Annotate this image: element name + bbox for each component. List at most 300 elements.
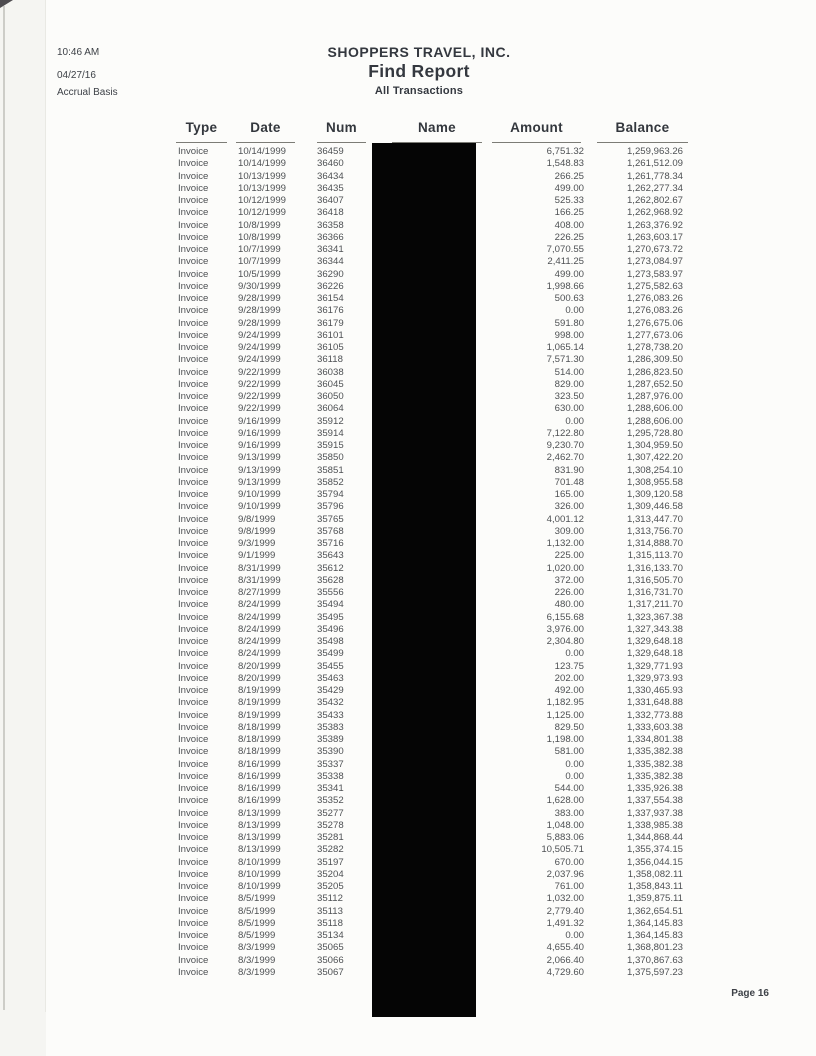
cell-type: Invoice [178, 146, 209, 157]
cell-amount: 2,304.80 [546, 636, 584, 647]
table-header-row [0, 120, 816, 144]
cell-amount: 0.00 [565, 415, 584, 427]
cell-num: 35914 [317, 427, 344, 439]
cell-num: 35796 [317, 501, 344, 513]
cell-balance: 1,362,654.51 [626, 905, 683, 917]
cell-type: Invoice [178, 244, 209, 255]
cell-balance: 1,335,926.38 [626, 783, 683, 794]
cell-amount: 0.00 [565, 758, 584, 770]
cell-date: 9/8/1999 [238, 525, 276, 537]
cell-amount: 492.00 [554, 685, 584, 696]
cell-num: 35389 [317, 734, 344, 745]
cell-amount: 1,198.00 [546, 734, 584, 745]
cell-date: 9/8/1999 [238, 513, 276, 525]
cell-date: 8/24/1999 [238, 623, 281, 635]
cell-amount: 266.25 [554, 170, 584, 182]
cell-type: Invoice [178, 170, 209, 182]
cell-balance: 1,287,652.50 [626, 378, 683, 390]
cell-num: 35338 [317, 770, 344, 782]
cell-type: Invoice [178, 366, 209, 378]
column-header-amount: Amount [492, 120, 581, 143]
cell-balance: 1,276,675.06 [626, 317, 683, 329]
cell-date: 8/20/1999 [238, 672, 281, 684]
cell-num: 36154 [317, 293, 344, 304]
cell-num: 36045 [317, 378, 344, 390]
cell-num: 36226 [317, 280, 344, 292]
cell-date: 8/19/1999 [238, 697, 281, 709]
cell-num: 36366 [317, 231, 344, 243]
cell-date: 8/16/1999 [238, 783, 281, 794]
cell-num: 35278 [317, 819, 344, 831]
cell-amount: 499.00 [554, 182, 584, 194]
cell-balance: 1,323,367.38 [626, 611, 683, 623]
cell-amount: 0.00 [565, 770, 584, 782]
cell-num: 35498 [317, 636, 344, 647]
cell-num: 35432 [317, 697, 344, 709]
cell-date: 9/13/1999 [238, 476, 281, 488]
cell-amount: 829.00 [554, 378, 584, 390]
cell-num: 35065 [317, 942, 344, 954]
cell-date: 8/13/1999 [238, 844, 281, 856]
cell-date: 8/18/1999 [238, 721, 281, 733]
cell-amount: 701.48 [554, 476, 584, 488]
cell-date: 9/28/1999 [238, 293, 281, 304]
cell-balance: 1,335,382.38 [626, 746, 683, 758]
cell-amount: 829.50 [554, 721, 584, 733]
cell-date: 8/3/1999 [238, 942, 276, 954]
cell-type: Invoice [178, 280, 209, 292]
cell-amount: 1,065.14 [546, 342, 584, 353]
cell-amount: 1,491.32 [546, 917, 584, 929]
cell-date: 9/22/1999 [238, 366, 281, 378]
cell-type: Invoice [178, 746, 209, 758]
cell-balance: 1,375,597.23 [626, 966, 683, 978]
cell-balance: 1,308,955.58 [626, 476, 683, 488]
cell-num: 35850 [317, 452, 344, 464]
cell-type: Invoice [178, 182, 209, 194]
cell-balance: 1,337,937.38 [626, 807, 683, 819]
cell-balance: 1,358,843.11 [627, 881, 683, 892]
cell-balance: 1,261,778.34 [626, 170, 683, 182]
cell-date: 9/3/1999 [238, 538, 276, 549]
cell-type: Invoice [178, 721, 209, 733]
cell-num: 36050 [317, 391, 344, 402]
cell-num: 35455 [317, 660, 344, 672]
cell-type: Invoice [178, 905, 209, 917]
cell-balance: 1,286,309.50 [626, 354, 683, 366]
cell-amount: 761.00 [554, 881, 584, 892]
cell-num: 35496 [317, 623, 344, 635]
cell-balance: 1,262,802.67 [626, 195, 683, 206]
cell-type: Invoice [178, 305, 209, 317]
cell-num: 36435 [317, 182, 344, 194]
cell-date: 8/10/1999 [238, 856, 281, 868]
cell-type: Invoice [178, 758, 209, 770]
accrual-basis: Accrual Basis [57, 87, 118, 98]
cell-type: Invoice [178, 501, 209, 513]
cell-type: Invoice [178, 734, 209, 745]
cell-amount: 7,122.80 [546, 427, 584, 439]
cell-num: 35499 [317, 648, 344, 660]
cell-amount: 5,883.06 [546, 832, 584, 843]
cell-amount: 998.00 [554, 329, 584, 341]
cell-date: 9/16/1999 [238, 427, 281, 439]
cell-date: 8/31/1999 [238, 574, 281, 586]
cell-num: 36038 [317, 366, 344, 378]
column-header-num: Num [317, 120, 366, 143]
cell-amount: 0.00 [565, 930, 584, 941]
cell-balance: 1,278,738.20 [626, 342, 683, 353]
cell-type: Invoice [178, 550, 209, 562]
cell-type: Invoice [178, 611, 209, 623]
cell-balance: 1,286,823.50 [626, 366, 683, 378]
cell-date: 9/1/1999 [238, 550, 276, 562]
cell-date: 8/16/1999 [238, 795, 281, 807]
cell-balance: 1,332,773.88 [626, 709, 683, 721]
cell-date: 9/16/1999 [238, 415, 281, 427]
cell-date: 8/24/1999 [238, 611, 281, 623]
cell-balance: 1,370,867.63 [626, 954, 683, 966]
cell-amount: 1,182.95 [546, 697, 584, 709]
cell-type: Invoice [178, 697, 209, 709]
cell-num: 35643 [317, 550, 344, 562]
cell-type: Invoice [178, 195, 209, 206]
cell-date: 9/10/1999 [238, 489, 281, 500]
cell-num: 36064 [317, 403, 344, 415]
cell-amount: 831.90 [554, 464, 584, 476]
cell-balance: 1,263,603.17 [626, 231, 683, 243]
cell-date: 9/28/1999 [238, 305, 281, 317]
cell-balance: 1,273,084.97 [626, 256, 683, 268]
cell-num: 36179 [317, 317, 344, 329]
cell-date: 8/3/1999 [238, 954, 276, 966]
cell-amount: 2,411.25 [547, 256, 584, 268]
cell-type: Invoice [178, 709, 209, 721]
cell-balance: 1,270,673.72 [626, 244, 683, 255]
cell-type: Invoice [178, 207, 209, 219]
cell-num: 35851 [317, 464, 344, 476]
cell-type: Invoice [178, 476, 209, 488]
cell-balance: 1,313,756.70 [626, 525, 683, 537]
cell-date: 9/22/1999 [238, 378, 281, 390]
cell-type: Invoice [178, 942, 209, 954]
cell-date: 9/22/1999 [238, 403, 281, 415]
cell-balance: 1,330,465.93 [626, 685, 683, 696]
cell-num: 35765 [317, 513, 344, 525]
cell-amount: 0.00 [565, 648, 584, 660]
cell-num: 35066 [317, 954, 344, 966]
cell-date: 9/24/1999 [238, 329, 281, 341]
cell-num: 35204 [317, 868, 344, 880]
cell-balance: 1,314,888.70 [626, 538, 683, 549]
cell-balance: 1,275,582.63 [626, 280, 683, 292]
cell-balance: 1,288,606.00 [626, 403, 683, 415]
cell-amount: 591.80 [554, 317, 584, 329]
cell-num: 35113 [317, 905, 343, 917]
cell-type: Invoice [178, 489, 209, 500]
cell-date: 8/24/1999 [238, 636, 281, 647]
cell-date: 9/10/1999 [238, 501, 281, 513]
cell-type: Invoice [178, 636, 209, 647]
cell-date: 9/16/1999 [238, 440, 281, 451]
cell-date: 8/5/1999 [238, 905, 276, 917]
cell-type: Invoice [178, 268, 209, 280]
cell-type: Invoice [178, 219, 209, 231]
cell-balance: 1,329,648.18 [626, 636, 683, 647]
cell-amount: 1,628.00 [546, 795, 584, 807]
cell-balance: 1,337,554.38 [626, 795, 683, 807]
cell-balance: 1,263,376.92 [626, 219, 683, 231]
cell-amount: 326.00 [554, 501, 584, 513]
cell-num: 36344 [317, 256, 344, 268]
cell-date: 8/16/1999 [238, 758, 281, 770]
cell-type: Invoice [178, 930, 209, 941]
cell-num: 35433 [317, 709, 344, 721]
cell-type: Invoice [178, 256, 209, 268]
cell-num: 35337 [317, 758, 344, 770]
cell-amount: 1,548.83 [546, 158, 584, 170]
cell-type: Invoice [178, 770, 209, 782]
cell-date: 8/3/1999 [238, 966, 276, 978]
cell-amount: 480.00 [554, 599, 584, 611]
cell-date: 10/13/1999 [238, 170, 287, 182]
cell-num: 36358 [317, 219, 344, 231]
cell-date: 10/14/1999 [238, 158, 287, 170]
scan-corner-artifact [0, 0, 13, 8]
cell-balance: 1,262,277.34 [626, 182, 683, 194]
cell-type: Invoice [178, 795, 209, 807]
cell-num: 35341 [317, 783, 344, 794]
cell-amount: 10,505.71 [541, 844, 584, 856]
cell-amount: 2,037.96 [546, 868, 584, 880]
cell-balance: 1,316,731.70 [626, 587, 683, 598]
cell-balance: 1,329,973.93 [626, 672, 683, 684]
cell-balance: 1,333,603.38 [626, 721, 683, 733]
cell-amount: 670.00 [554, 856, 584, 868]
cell-date: 9/30/1999 [238, 280, 281, 292]
cell-date: 10/14/1999 [238, 146, 287, 157]
cell-num: 35852 [317, 476, 344, 488]
cell-num: 36341 [317, 244, 344, 255]
cell-num: 36176 [317, 305, 344, 317]
cell-date: 9/22/1999 [238, 391, 281, 402]
cell-date: 8/18/1999 [238, 746, 281, 758]
cell-num: 35118 [317, 917, 343, 929]
cell-amount: 6,751.32 [546, 146, 584, 157]
cell-balance: 1,277,673.06 [626, 329, 683, 341]
cell-balance: 1,359,875.11 [627, 893, 683, 905]
cell-date: 9/13/1999 [238, 464, 281, 476]
cell-type: Invoice [178, 378, 209, 390]
cell-date: 10/8/1999 [238, 219, 281, 231]
cell-balance: 1,334,801.38 [626, 734, 683, 745]
cell-type: Invoice [178, 672, 209, 684]
cell-num: 35768 [317, 525, 344, 537]
cell-balance: 1,288,606.00 [626, 415, 683, 427]
column-header-type: Type [176, 120, 227, 143]
cell-date: 10/5/1999 [238, 268, 281, 280]
cell-type: Invoice [178, 440, 209, 451]
cell-balance: 1,316,505.70 [626, 574, 683, 586]
page-number: Page 16 [731, 988, 769, 999]
column-header-name: Name [392, 120, 482, 143]
cell-balance: 1,309,120.58 [626, 489, 683, 500]
cell-num: 35282 [317, 844, 344, 856]
cell-balance: 1,304,959.50 [626, 440, 683, 451]
cell-amount: 1,020.00 [546, 562, 584, 574]
cell-num: 35383 [317, 721, 344, 733]
cell-balance: 1,262,968.92 [626, 207, 683, 219]
cell-amount: 309.00 [554, 525, 584, 537]
cell-num: 36418 [317, 207, 344, 219]
cell-type: Invoice [178, 513, 209, 525]
cell-date: 8/13/1999 [238, 807, 281, 819]
cell-amount: 499.00 [554, 268, 584, 280]
cell-num: 36290 [317, 268, 344, 280]
cell-type: Invoice [178, 403, 209, 415]
cell-amount: 1,132.00 [546, 538, 584, 549]
cell-balance: 1,308,254.10 [626, 464, 683, 476]
cell-type: Invoice [178, 648, 209, 660]
cell-balance: 1,364,145.83 [626, 917, 683, 929]
cell-type: Invoice [178, 391, 209, 402]
cell-amount: 165.00 [554, 489, 584, 500]
cell-date: 8/10/1999 [238, 881, 281, 892]
cell-balance: 1,276,083.26 [626, 305, 683, 317]
cell-date: 9/28/1999 [238, 317, 281, 329]
cell-num: 35112 [317, 893, 343, 905]
cell-amount: 514.00 [554, 366, 584, 378]
cell-date: 9/24/1999 [238, 354, 281, 366]
cell-amount: 2,779.40 [546, 905, 584, 917]
cell-balance: 1,309,446.58 [626, 501, 683, 513]
cell-type: Invoice [178, 868, 209, 880]
cell-num: 36118 [317, 354, 343, 366]
cell-balance: 1,331,648.88 [626, 697, 683, 709]
cell-num: 35134 [317, 930, 344, 941]
cell-num: 36105 [317, 342, 344, 353]
cell-date: 8/19/1999 [238, 685, 281, 696]
cell-num: 35716 [317, 538, 344, 549]
cell-num: 35390 [317, 746, 344, 758]
cell-num: 36407 [317, 195, 344, 206]
cell-balance: 1,329,771.93 [626, 660, 683, 672]
cell-num: 35463 [317, 672, 344, 684]
cell-date: 8/13/1999 [238, 819, 281, 831]
cell-type: Invoice [178, 966, 209, 978]
cell-type: Invoice [178, 574, 209, 586]
cell-num: 35277 [317, 807, 344, 819]
cell-date: 8/5/1999 [238, 917, 276, 929]
cell-type: Invoice [178, 562, 209, 574]
cell-date: 8/10/1999 [238, 868, 281, 880]
cell-amount: 9,230.70 [546, 440, 584, 451]
cell-date: 10/7/1999 [238, 244, 281, 255]
cell-type: Invoice [178, 954, 209, 966]
cell-type: Invoice [178, 685, 209, 696]
cell-type: Invoice [178, 354, 209, 366]
cell-type: Invoice [178, 158, 209, 170]
cell-num: 35067 [317, 966, 344, 978]
cell-amount: 2,066.40 [546, 954, 584, 966]
cell-type: Invoice [178, 917, 209, 929]
cell-amount: 408.00 [554, 219, 584, 231]
report-title: Find Report [368, 61, 470, 81]
cell-balance: 1,327,343.38 [626, 623, 683, 635]
cell-amount: 4,655.40 [546, 942, 584, 954]
cell-amount: 383.00 [554, 807, 584, 819]
cell-type: Invoice [178, 881, 209, 892]
cell-num: 35612 [317, 562, 344, 574]
cell-type: Invoice [178, 538, 209, 549]
cell-type: Invoice [178, 587, 209, 598]
cell-type: Invoice [178, 525, 209, 537]
cell-date: 9/24/1999 [238, 342, 281, 353]
cell-amount: 581.00 [554, 746, 584, 758]
company-name: SHOPPERS TRAVEL, INC. [327, 44, 511, 60]
cell-date: 8/27/1999 [238, 587, 281, 598]
cell-balance: 1,273,583.97 [626, 268, 683, 280]
cell-type: Invoice [178, 329, 209, 341]
cell-balance: 1,261,512.09 [626, 158, 683, 170]
cell-num: 35556 [317, 587, 344, 598]
cell-num: 35628 [317, 574, 344, 586]
cell-amount: 2,462.70 [546, 452, 584, 464]
cell-amount: 630.00 [554, 403, 584, 415]
cell-amount: 3,976.00 [546, 623, 584, 635]
cell-num: 35205 [317, 881, 344, 892]
report-subtitle: All Transactions [374, 85, 464, 97]
cell-balance: 1,335,382.38 [626, 770, 683, 782]
cell-type: Invoice [178, 293, 209, 304]
cell-date: 8/13/1999 [238, 832, 281, 843]
cell-type: Invoice [178, 893, 209, 905]
cell-balance: 1,315,113.70 [627, 550, 683, 562]
cell-date: 8/5/1999 [238, 930, 276, 941]
cell-date: 8/24/1999 [238, 648, 281, 660]
cell-date: 10/12/1999 [238, 195, 287, 206]
cell-type: Invoice [178, 819, 209, 831]
column-header-date: Date [236, 120, 295, 143]
cell-balance: 1,329,648.18 [626, 648, 683, 660]
cell-num: 35494 [317, 599, 344, 611]
cell-balance: 1,364,145.83 [626, 930, 683, 941]
cell-amount: 7,571.30 [546, 354, 584, 366]
cell-amount: 226.25 [554, 231, 584, 243]
cell-type: Invoice [178, 599, 209, 611]
cell-amount: 202.00 [554, 672, 584, 684]
cell-amount: 123.75 [554, 660, 584, 672]
cell-balance: 1,344,868.44 [626, 832, 683, 843]
cell-date: 9/13/1999 [238, 452, 281, 464]
cell-type: Invoice [178, 623, 209, 635]
cell-amount: 226.00 [554, 587, 584, 598]
cell-balance: 1,368,801.23 [626, 942, 683, 954]
print-time: 10:46 AM [57, 47, 100, 58]
cell-amount: 372.00 [554, 574, 584, 586]
cell-type: Invoice [178, 231, 209, 243]
column-header-balance: Balance [597, 120, 688, 143]
cell-type: Invoice [178, 452, 209, 464]
cell-amount: 500.63 [554, 293, 584, 304]
cell-num: 36459 [317, 146, 344, 157]
cell-balance: 1,316,133.70 [626, 562, 683, 574]
cell-type: Invoice [178, 856, 209, 868]
cell-num: 35915 [317, 440, 344, 451]
cell-balance: 1,259,963.26 [626, 146, 683, 157]
cell-num: 36460 [317, 158, 344, 170]
cell-amount: 1,125.00 [546, 709, 584, 721]
